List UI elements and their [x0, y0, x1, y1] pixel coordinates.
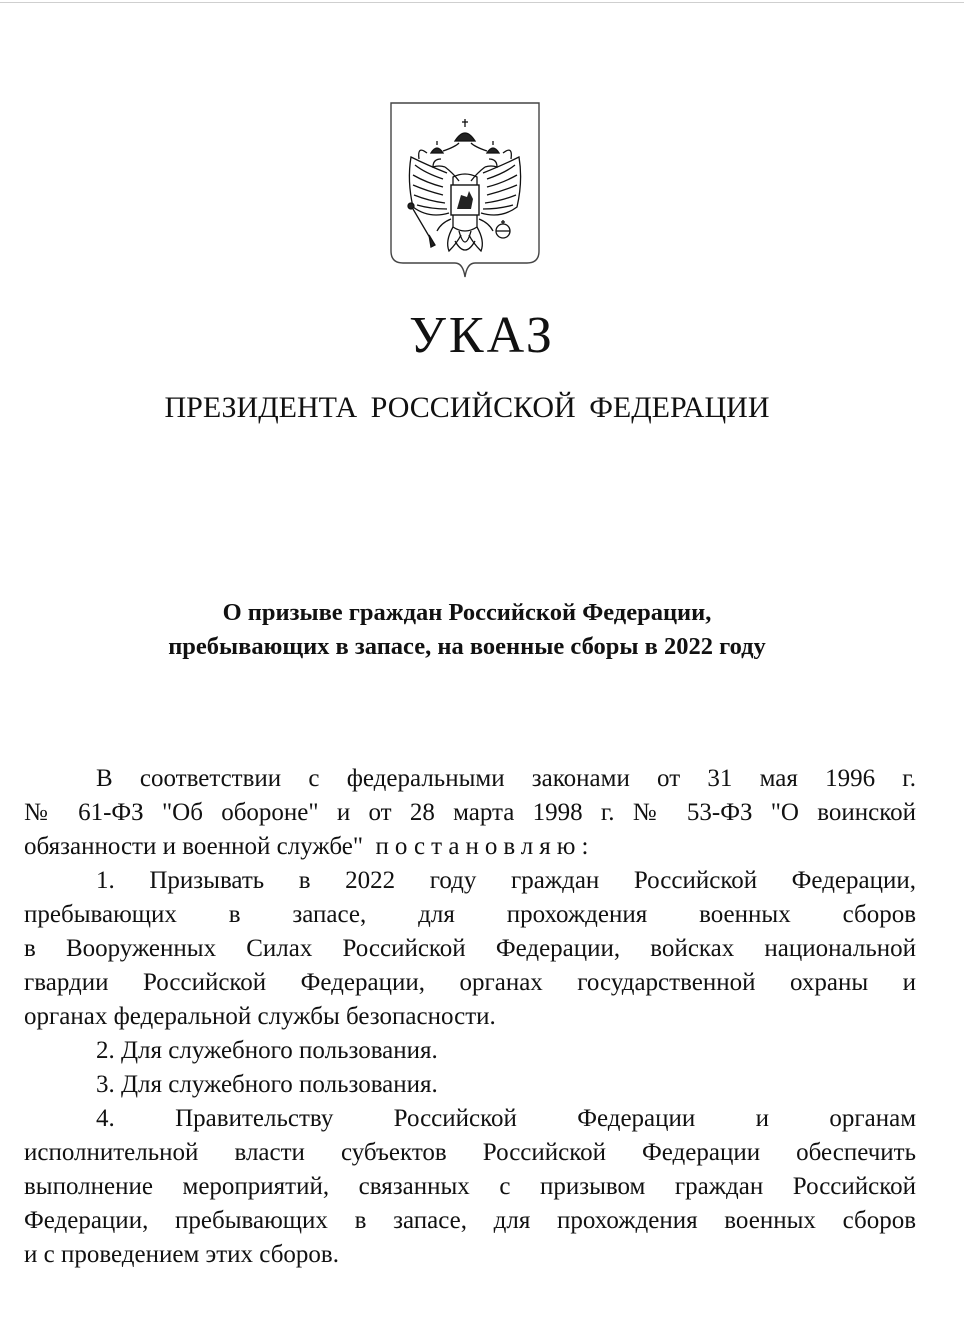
preamble-line-1: В соответствии с федеральными законами от 31 мая 1996 г.	[96, 765, 916, 792]
preamble-line-3-text: обязанности и военной службе"	[24, 833, 364, 860]
preamble-paragraph	[24, 762, 916, 864]
subject-line-2: пребывающих в запасе, на военные сборы в 2022 году	[168, 633, 766, 660]
preamble-line-2: № 61-ФЗ "Об обороне" и от 28 марта 1998 г. № 53-ФЗ "О воинской	[24, 799, 916, 826]
item-2-text: Для служебного пользования.	[121, 1037, 438, 1064]
item-1-line-1	[24, 864, 916, 898]
item-3-number: 3.	[96, 1071, 115, 1098]
item-1-line-1-text: Призывать в 2022 году граждан Российской Федерации,	[149, 867, 916, 894]
document-type-title: УКАЗ	[409, 307, 555, 364]
item-2-number: 2.	[96, 1037, 115, 1064]
item-4-line-3: выполнение мероприятий, связанных с призывом граждан Российской	[24, 1173, 916, 1200]
item-1-paragraph	[24, 864, 916, 1034]
document-subject	[0, 596, 934, 664]
item-4-line-1	[24, 1102, 916, 1136]
subject-line-1: О призыве граждан Российской Федерации,	[222, 599, 712, 626]
item-1-line-2: пребывающих в запасе, для прохождения военных сборов	[24, 901, 916, 928]
item-3-line-1	[24, 1068, 916, 1102]
item-4-number: 4.	[96, 1105, 115, 1132]
item-3-paragraph	[24, 1068, 916, 1102]
document-body	[24, 762, 916, 1272]
item-2-paragraph	[24, 1034, 916, 1068]
item-4-paragraph	[24, 1102, 916, 1272]
item-1-line-5: органах федеральной службы безопасности.	[24, 1003, 496, 1030]
item-4-line-4: Федерации, пребывающих в запасе, для прохождения военных сборов	[24, 1207, 916, 1234]
item-4-line-5: и с проведением этих сборов.	[24, 1241, 339, 1268]
russian-coat-of-arms-icon	[389, 101, 541, 279]
item-3-text: Для служебного пользования.	[121, 1071, 438, 1098]
item-1-line-3: в Вооруженных Силах Российской Федерации, войсках национальной	[24, 935, 916, 962]
item-4-line-1-text: Правительству Российской Федерации и органам	[175, 1105, 917, 1132]
emblem-icon	[389, 101, 541, 279]
item-4-line-2: исполнительной власти субъектов Российской Федерации обеспечить	[24, 1139, 916, 1166]
item-2-line-1	[24, 1034, 916, 1068]
top-rule	[0, 2, 964, 3]
preamble-line-3	[24, 830, 916, 864]
item-1-line-4: гвардии Российской Федерации, органах государственной охраны и	[24, 969, 916, 996]
item-1-number: 1.	[96, 867, 115, 894]
decree-word: постановляю:	[375, 833, 595, 860]
document-issuer: ПРЕЗИДЕНТА РОССИЙСКОЙ ФЕДЕРАЦИИ	[164, 391, 770, 424]
